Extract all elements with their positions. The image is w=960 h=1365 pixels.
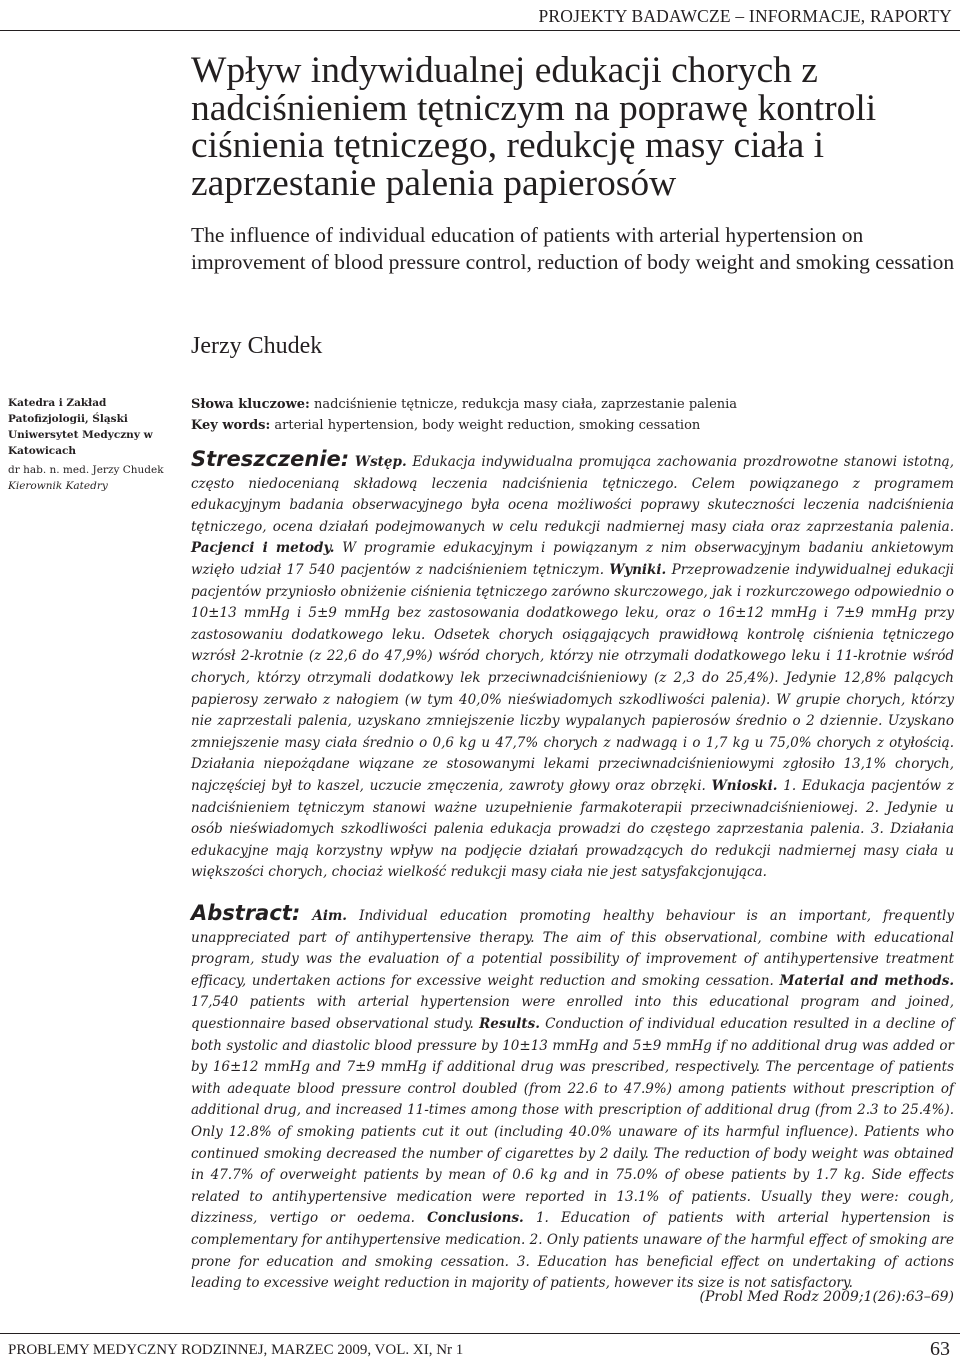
footer-journal xyxy=(8,1342,463,1359)
article-title-english: The influence of individual education of patients with arterial hypertension on improvement of blood pressure control, reduction of body weight and smoking cessation xyxy=(191,223,955,274)
affiliation-role: Kierownik Katedry xyxy=(8,480,108,492)
abstract-en-s4-text: 1. Education of patients with arterial hypertension is complementary for antihypertensive medication. 2. Only patients unaware of the harmful effect of smoking are prone for education and smoking cessation. 3. Education has beneficial effect on undertaking of actions leading to excessive weight reduction in majority of patients, however its size is not satisfactory. xyxy=(191,1210,955,1292)
keywords-pl-text: nadciśnienie tętnicze, redukcja masy ciała, zaprzestanie palenia xyxy=(309,397,738,412)
affiliation xyxy=(8,395,178,494)
citation: (Probl Med Rodz 2009;1(26):63–69) xyxy=(699,1289,954,1305)
footer-rule xyxy=(0,1333,960,1334)
header-rule xyxy=(0,30,960,31)
article-title-polish: Wpływ indywidualnej edukacji chorych z nadciśnieniem tętniczym na poprawę kontroli ciśnienia tętniczego, redukcję masy ciała i zaprzestanie palenia papierosów xyxy=(191,50,877,204)
abstract-en-s2-label: Material and methods. xyxy=(779,972,955,989)
keywords-english xyxy=(191,415,951,436)
abstract-pl-heading: Streszczenie: xyxy=(191,447,350,471)
abstract-polish xyxy=(191,449,954,884)
abstract-pl-s2-label: Pacjenci i metody. xyxy=(191,540,335,557)
abstract-en-s1-text: Individual education promoting healthy behaviour is an important, frequently unappreciated part of antihypertensive therapy. The aim of this observational, combine with educational program, study was the evaluation of a potential possibility of improvement of antihypertensive treatment efficacy, undertaken actions for excessive weight reduction and smoking cessation. xyxy=(191,908,954,989)
author-name: Jerzy Chudek xyxy=(191,333,323,359)
abstract-pl-s1-text: Edukacja indywidualna promująca zachowania prozdrowotne stanowi istotną, często niedocenianą składową leczenia nadciśnienia tętniczego. Celem powiązanego z programem edukacyjnym badania obserwacyjnego była ocena możliwości poprawy skuteczności leczenia nadciśnienia tętniczego, ocena działań podejmowanych w celu redukcji nadmiernej masy ciała oraz zaprzestania palenia. xyxy=(191,454,954,535)
keywords xyxy=(191,394,951,436)
abstract-pl-s1-label: Wstęp. xyxy=(354,454,407,470)
abstract-pl-s3-label: Wyniki. xyxy=(609,561,667,578)
abstract-english xyxy=(191,903,954,1295)
abstract-pl-s3-text: Przeprowadzenie indywidualnej edukacji pacjentów przyniosło obniżenie ciśnienia tętniczego zarówno skurczowego, jak i rozkurczowego odpowiednio o 10±13 mmHg i 5±9 mmHg bez zastosowania dodatkowego leku, oraz o 16±12 mmHg i 7±9 mmHg przy zastosowaniu dodatkowego leku. Odsetek chorych osiągających prawidłową kontrolę ciśnienia tętniczego wzrósł 2-krotnie (z 22,6 do 47,9%) wśród chorych, którzy nie otrzymali dodatkowego leku i 11-krotnie wśród chorych, którzy otrzymali dodatkowy lek przeciwnadciśnieniowy (z 2,3 do 25,4%). Jedynie 12,8% palących papierosy zerwało z nałogiem (w tym 40,0% nieświadomych szkodliwości palenia). W grupie chorych, którzy nie zaprzestali palenia, uzyskano zmniejszenie liczby wypalanych papierosów średnio o 2 dziennie. Uzyskano zmniejszenie masy ciała średnio o 0,6 kg u 47,7% chorych z nadwagą i o 1,7 kg u 75,0% chorych z otyłością. Działania niepożądane wiązane ze stosowanymi lekami przeciwnadciśnieniowymi zgłosiło 13,1% chorych, najczęściej był to kaszel, uczucie zmęczenia, zawroty głowy oraz obrzęki. xyxy=(191,561,954,794)
page-number: 63 xyxy=(930,1338,950,1360)
abstract-en-s3-label: Results. xyxy=(479,1015,540,1032)
abstract-en-s1-label: Aim. xyxy=(312,908,347,924)
journal-name: PROBLEMY MEDYCZNY RODZINNEJ, xyxy=(8,1342,268,1358)
journal-issue: MARZEC 2009, VOL. XI, Nr 1 xyxy=(267,1342,464,1358)
keywords-en-text: arterial hypertension, body weight reduction, smoking cessation xyxy=(270,418,701,433)
affiliation-name: Katedra i Zakład Patofizjologii, Śląski Uniwersytet Medyczny w Katowicach xyxy=(8,397,153,457)
abstract-pl-s2-text: W programie edukacyjnym i powiązanym z nim obserwacyjnym badaniu ankietowym wzięło udział 17 540 pacjentów z nadciśnieniem tętniczym. xyxy=(191,540,954,578)
abstract-en-s3-text: Conduction of individual education resulted in a decline of both systolic and diastolic blood pressure by 10±13 mmHg and 5±9 mmHg if no additional drug was added or by 16±12 mmHg and 7±9 mmHg if additional drug was prescribed, respectively. The percentage of patients with adequate blood pressure control doubled (from 22.6 to 47.9%) among patients without prescription of additional drug, and increased 11-times among those with prescription of additional drug (from 2.3 to 25.4%). Only 12.8% of smoking patients cut it out (including 40.0% unaware of its harmful influence). Patients who continued smoking decreased the number of cigarettes by 2 daily. The reduction of body weight was obtained in 47.7% of overweight patients by mean of 0.6 kg and in 75.0% of obese patients by 1.7 kg. Side effects related to antihypertensive medication were reported in 13.1% of patients. Usually they were: cough, dizziness, vertigo or oedema. xyxy=(191,1015,954,1227)
affiliation-degree: dr hab. n. med. Jerzy Chudek xyxy=(8,464,164,476)
section-header: PROJEKTY BADAWCZE – INFORMACJE, RAPORTY xyxy=(538,6,952,26)
keywords-pl-label: Słowa kluczowe: xyxy=(191,397,310,412)
keywords-en-label: Key words: xyxy=(191,418,271,433)
abstract-pl-s4-label: Wnioski. xyxy=(711,777,778,794)
abstract-en-s4-label: Conclusions. xyxy=(427,1210,524,1227)
keywords-polish xyxy=(191,394,951,415)
abstract-pl-s4-text: 1. Edukacja pacjentów z nadciśnieniem tętniczym stanowi ważne uzupełnienie farmakoterapii przeciwnadciśnieniowej. 2. Jedynie u osób nieświadomych szkodliwości palenia edukacja prowadzi do częstego zaprzestania palenia. 3. Działania edukacyjne mają korzystny wpływ na podjęcie działań prowadzących do redukcji nadmiernej masy ciała u większości chorych, chociaż wielkość redukcji masy ciała nie jest satysfakcjonująca. xyxy=(191,777,954,881)
abstract-en-s2-text: 17,540 patients with arterial hypertension were enrolled into this educational program and joined, questionnaire based observational study. xyxy=(191,994,954,1032)
abstract-en-heading: Abstract: xyxy=(191,901,301,925)
